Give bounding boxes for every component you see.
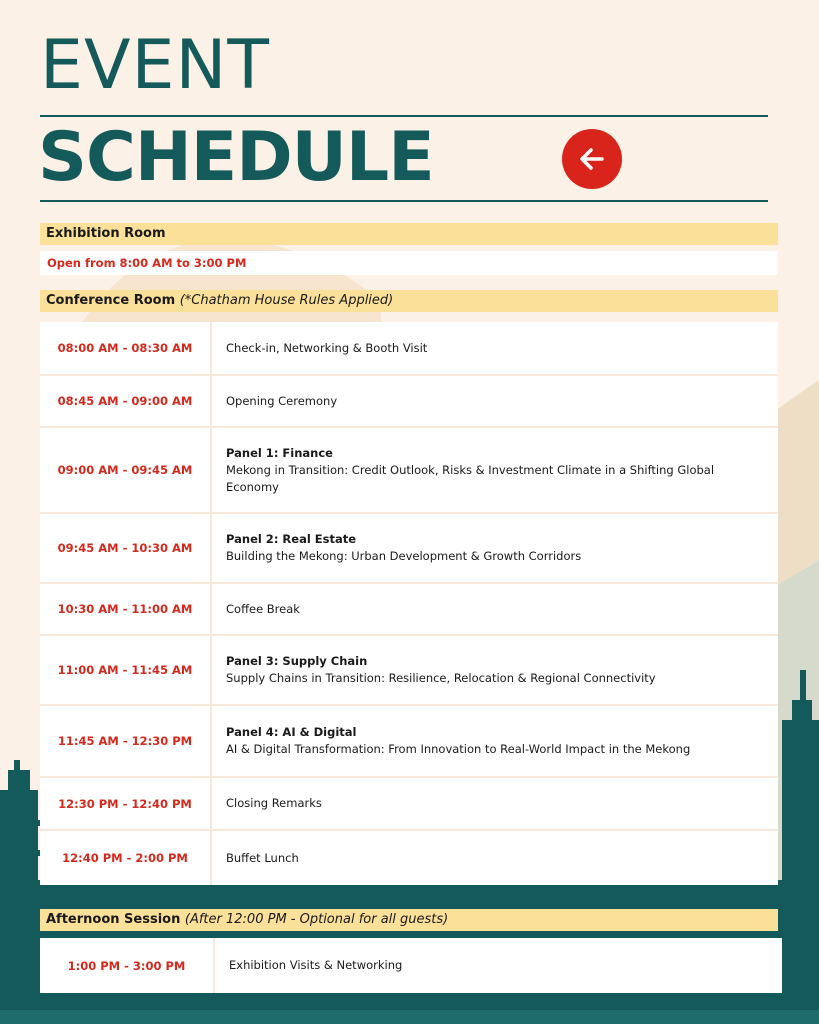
schedule-time: 11:45 AM - 12:30 PM xyxy=(40,706,212,776)
schedule-description-cell xyxy=(226,584,768,634)
schedule-description-cell xyxy=(226,636,768,704)
panel-title: Panel 2: Real Estate xyxy=(226,532,357,546)
schedule-description: Check-in, Networking & Booth Visit xyxy=(226,340,428,355)
schedule-description: Building the Mekong: Urban Development & Growth Corridors xyxy=(226,549,582,563)
schedule-time: 12:30 PM - 12:40 PM xyxy=(40,778,212,829)
schedule-description-cell xyxy=(226,706,768,776)
arrow-left-icon xyxy=(574,141,610,177)
schedule-description: Opening Ceremony xyxy=(226,393,338,408)
schedule-description: Supply Chains in Transition: Resilience, Relocation & Regional Connectivity xyxy=(226,671,656,685)
schedule-row xyxy=(40,514,778,584)
exhibition-hours: Open from 8:00 AM to 3:00 PM xyxy=(40,251,778,275)
schedule-description: AI & Digital Transformation: From Innovation to Real-World Impact in the Mekong xyxy=(226,742,691,756)
schedule-row xyxy=(40,376,778,428)
afternoon-session-note: (After 12:00 PM - Optional for all guests) xyxy=(184,912,449,927)
panel-title: Panel 1: Finance xyxy=(226,445,333,460)
schedule-row xyxy=(40,706,778,778)
schedule-row xyxy=(40,428,778,514)
page-title-event: EVENT xyxy=(40,26,270,105)
schedule-row xyxy=(40,636,778,706)
panel-title: Panel 3: Supply Chain xyxy=(226,654,368,668)
conference-room-label: Conference Room xyxy=(46,293,176,308)
schedule-row xyxy=(40,938,782,993)
schedule-description-cell xyxy=(226,428,768,512)
schedule-row xyxy=(40,322,778,376)
divider-top xyxy=(40,115,768,117)
schedule-time: 1:00 PM - 3:00 PM xyxy=(40,938,215,993)
schedule-time: 12:40 PM - 2:00 PM xyxy=(40,831,212,885)
schedule-description-cell xyxy=(226,322,768,374)
schedule-time: 08:45 AM - 09:00 AM xyxy=(40,376,212,426)
conference-room-header xyxy=(40,290,778,312)
afternoon-session-label: Afternoon Session xyxy=(46,912,181,927)
divider-bottom xyxy=(40,200,768,202)
afternoon-schedule-table xyxy=(40,938,782,993)
schedule-row xyxy=(40,778,778,831)
back-button[interactable] xyxy=(562,129,622,189)
conference-schedule-table xyxy=(40,322,778,885)
schedule-time: 08:00 AM - 08:30 AM xyxy=(40,322,212,374)
schedule-description: Mekong in Transition: Credit Outlook, Risks & Investment Climate in a Shifting Global Economy xyxy=(226,462,715,494)
schedule-description: Exhibition Visits & Networking xyxy=(229,958,403,972)
schedule-row xyxy=(40,584,778,636)
schedule-time: 10:30 AM - 11:00 AM xyxy=(40,584,212,634)
schedule-description-cell xyxy=(226,514,768,582)
schedule-description-cell xyxy=(229,938,772,993)
page-title-schedule: SCHEDULE xyxy=(38,118,434,197)
schedule-description-cell xyxy=(226,778,768,829)
schedule-time: 09:45 AM - 10:30 AM xyxy=(40,514,212,582)
exhibition-room-header xyxy=(40,223,778,245)
exhibition-room-label: Exhibition Room xyxy=(46,226,166,241)
schedule-row xyxy=(40,831,778,885)
panel-title: Panel 4: AI & Digital xyxy=(226,725,357,739)
schedule-description: Closing Remarks xyxy=(226,796,322,810)
schedule-description-cell xyxy=(226,376,768,426)
schedule-time: 11:00 AM - 11:45 AM xyxy=(40,636,212,704)
conference-room-note: (*Chatham House Rules Applied) xyxy=(179,293,394,308)
schedule-description-cell xyxy=(226,831,768,885)
schedule-description: Coffee Break xyxy=(226,601,300,616)
schedule-description: Buffet Lunch xyxy=(226,850,299,865)
schedule-time: 09:00 AM - 09:45 AM xyxy=(40,428,212,512)
afternoon-session-header xyxy=(40,909,778,931)
